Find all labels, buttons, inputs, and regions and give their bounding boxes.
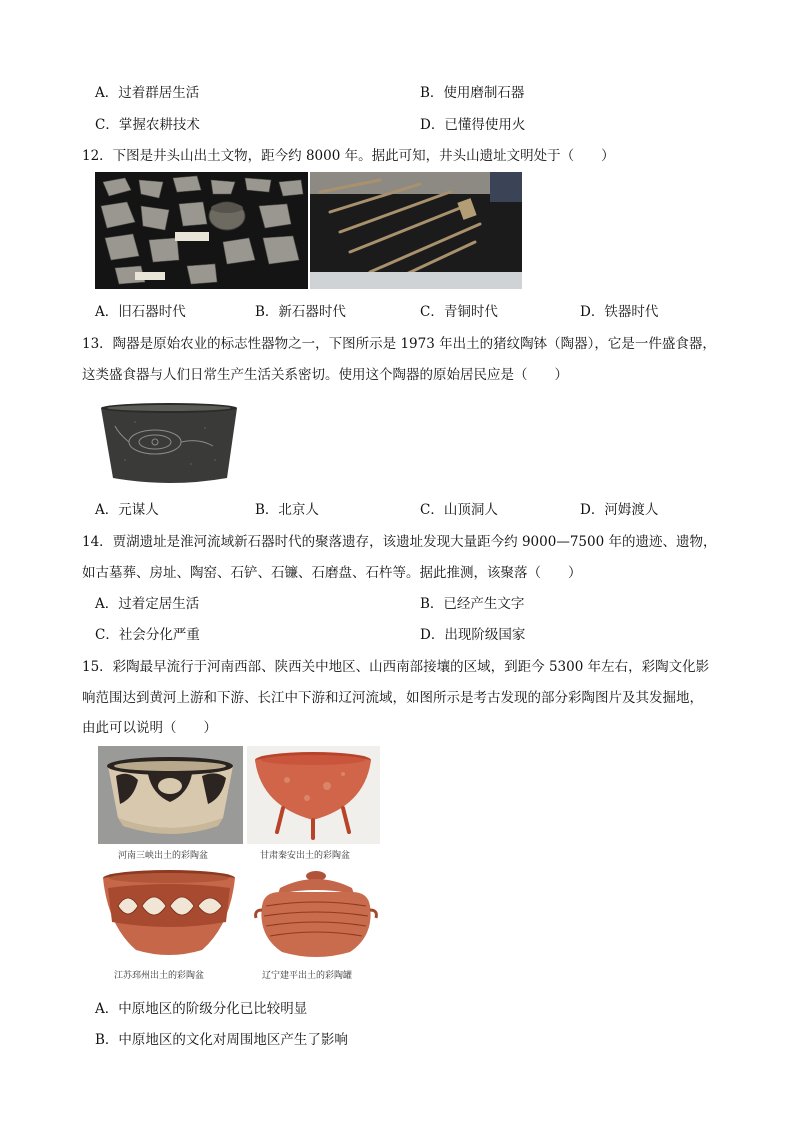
q15-stem-line-1: 15．彩陶最早流行于河南西部、陕西关中地区、山西南部接壤的区域，到距今 5300 年左右，彩陶文化影	[82, 659, 710, 675]
option-label: A．	[95, 85, 119, 101]
option-label: A．	[95, 1001, 119, 1017]
option-text: 过着群居生活	[118, 85, 200, 101]
q15-painted-pottery-basin-henan-photo	[98, 746, 243, 844]
option-label: B．	[420, 596, 444, 612]
option-text: 北京人	[278, 502, 319, 518]
option-label: A．	[95, 596, 119, 612]
option-text: 铁器时代	[604, 304, 659, 320]
option-text: 掌握农耕技术	[118, 117, 200, 133]
option-label: D．	[420, 117, 445, 133]
q12-artifact-photo-pottery-shards	[95, 172, 308, 289]
q13-option-a	[95, 498, 159, 518]
option-text: 已懂得使用火	[444, 117, 526, 133]
q15-caption-1: 河南三峡出土的彩陶盆	[118, 851, 209, 861]
option-label: B．	[95, 1032, 119, 1048]
q14-option-a	[95, 592, 199, 612]
option-label: B．	[420, 85, 444, 101]
option-label: A．	[95, 304, 119, 320]
q13-option-c	[420, 498, 498, 518]
option-label: B．	[255, 502, 279, 518]
option-text: 元谋人	[118, 502, 159, 518]
q11-option-c	[95, 113, 200, 133]
q13-option-b	[255, 498, 319, 518]
option-text: 新石器时代	[278, 304, 346, 320]
q15-option-a	[95, 997, 307, 1017]
q11-option-a	[95, 81, 199, 101]
option-label: C．	[420, 304, 444, 320]
q15-painted-pottery-basin-gansu-photo	[247, 746, 380, 844]
option-text: 中原地区的文化对周围地区产生了影响	[118, 1032, 348, 1048]
q14-option-d	[420, 623, 525, 643]
option-label: A．	[95, 502, 119, 518]
option-label: C．	[95, 117, 119, 133]
q14-stem-line-2: 如古墓葬、房址、陶窑、石铲、石镰、石磨盘、石杵等。据此推测，该聚落（ ）	[82, 565, 582, 581]
q11-option-d	[420, 113, 525, 133]
q15-option-b	[95, 1028, 348, 1048]
q15-painted-pottery-basin-jiangsu-photo	[98, 866, 240, 964]
option-label: D．	[580, 502, 605, 518]
q13-pig-pattern-pottery-bowl-photo	[95, 398, 245, 490]
q12-artifact-photo-wooden-tools	[310, 172, 522, 289]
q15-caption-2: 甘肃秦安出土的彩陶盆	[260, 851, 351, 861]
option-text: 河姆渡人	[604, 502, 659, 518]
q13-stem-line-1: 13．陶器是原始农业的标志性器物之一，下图所示是 1973 年出土的猪纹陶钵（陶器），它是一件盛食器，	[82, 336, 716, 352]
q11-option-b	[420, 81, 524, 101]
q15-stem-line-3: 由此可以说明（ ）	[82, 720, 217, 736]
q12-option-b	[255, 300, 346, 320]
option-text: 青铜时代	[443, 304, 498, 320]
option-label: D．	[420, 627, 445, 643]
option-text: 出现阶级国家	[444, 627, 526, 643]
q15-stem-line-2: 响范围达到黄河上游和下游、长江中下游和辽河流域，如图所示是考古发现的部分彩陶图片及其发掘地，	[82, 690, 703, 706]
option-label: C．	[95, 627, 119, 643]
option-label: B．	[255, 304, 279, 320]
option-text: 使用磨制石器	[443, 85, 525, 101]
q13-option-d	[580, 498, 658, 518]
q14-option-c	[95, 623, 200, 643]
q14-stem-line-1: 14．贾湖遗址是淮河流域新石器时代的聚落遗存，该遗址发现大量距今约 9000—7500 年的遗迹、遗物，	[82, 534, 717, 550]
option-text: 过着定居生活	[118, 596, 200, 612]
q15-painted-pottery-jar-liaoning-photo	[250, 866, 382, 964]
q12-stem: 12．下图是井头山出土文物，距今约 8000 年。据此可知，井头山遗址文明处于（ ）	[82, 148, 615, 164]
q14-option-b	[420, 592, 524, 612]
option-text: 社会分化严重	[118, 627, 200, 643]
option-text: 已经产生文字	[443, 596, 525, 612]
option-text: 中原地区的阶级分化已比较明显	[118, 1001, 308, 1017]
q12-option-a	[95, 300, 186, 320]
option-text: 旧石器时代	[118, 304, 186, 320]
q12-option-d	[580, 300, 658, 320]
option-label: D．	[580, 304, 605, 320]
q13-stem-line-2: 这类盛食器与人们日常生产生活关系密切。使用这个陶器的原始居民应是（ ）	[82, 367, 568, 383]
q15-caption-4: 辽宁建平出土的彩陶罐	[262, 971, 353, 981]
option-label: C．	[420, 502, 444, 518]
q15-caption-3: 江苏邳州出土的彩陶盆	[114, 971, 205, 981]
option-text: 山顶洞人	[443, 502, 498, 518]
q12-option-c	[420, 300, 498, 320]
